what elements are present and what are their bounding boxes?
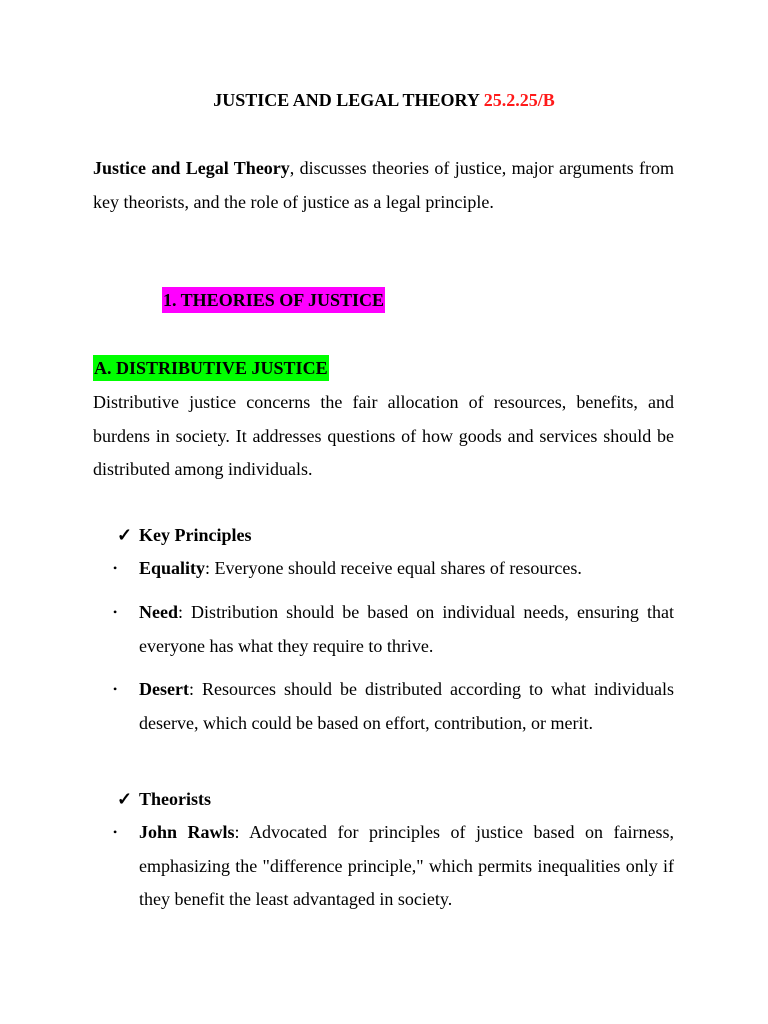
list-item-term: Need (139, 602, 178, 622)
list-item-equality (113, 552, 674, 586)
intro-bold-term: Justice and Legal Theory (93, 158, 290, 178)
list-item-term: John Rawls (139, 822, 235, 842)
intro-text: , discusses theories of justice, major arguments from key theorists, and the role of justice as a legal principle. (93, 158, 674, 212)
list-item-desert (113, 673, 674, 740)
bullet-icon: • (113, 605, 118, 619)
document-title (0, 88, 768, 112)
list-item-text: : Distribution should be based on individual needs, ensuring that everyone has what they require to thrive. (139, 602, 674, 656)
bullet-icon: • (113, 561, 118, 575)
checkmark-icon: ✓ (117, 525, 133, 545)
theorists-heading (117, 786, 211, 812)
section-heading-theories: 1. THEORIES OF JUSTICE (162, 287, 385, 313)
title-code: 25.2.25/B (483, 90, 555, 110)
key-principles-heading (117, 522, 251, 548)
theorists-label: Theorists (139, 789, 211, 809)
list-item-john-rawls (113, 816, 674, 917)
list-item-term: Desert (139, 679, 189, 699)
key-principles-label: Key Principles (139, 525, 252, 545)
list-item-text: : Resources should be distributed according to what individuals deserve, which could be based on effort, contribution, or merit. (139, 679, 674, 733)
title-main: JUSTICE AND LEGAL THEORY (213, 90, 480, 110)
list-item-need (113, 596, 674, 663)
section-heading-distributive: A. DISTRIBUTIVE JUSTICE (93, 355, 329, 381)
distributive-paragraph: Distributive justice concerns the fair allocation of resources, benefits, and burdens in society. It addresses questions of how goods and services should be distributed among individuals. (93, 392, 674, 479)
bullet-icon: • (113, 825, 118, 839)
list-item-text: : Advocated for principles of justice based on fairness, emphasizing the "difference principle," which permits inequalities only if they benefit the least advantaged in society. (139, 822, 675, 909)
bullet-icon: • (113, 682, 118, 696)
intro-paragraph (93, 152, 674, 219)
checkmark-icon: ✓ (117, 789, 133, 809)
list-item-text: : Everyone should receive equal shares of resources. (205, 558, 582, 578)
list-item-term: Equality (139, 558, 206, 578)
